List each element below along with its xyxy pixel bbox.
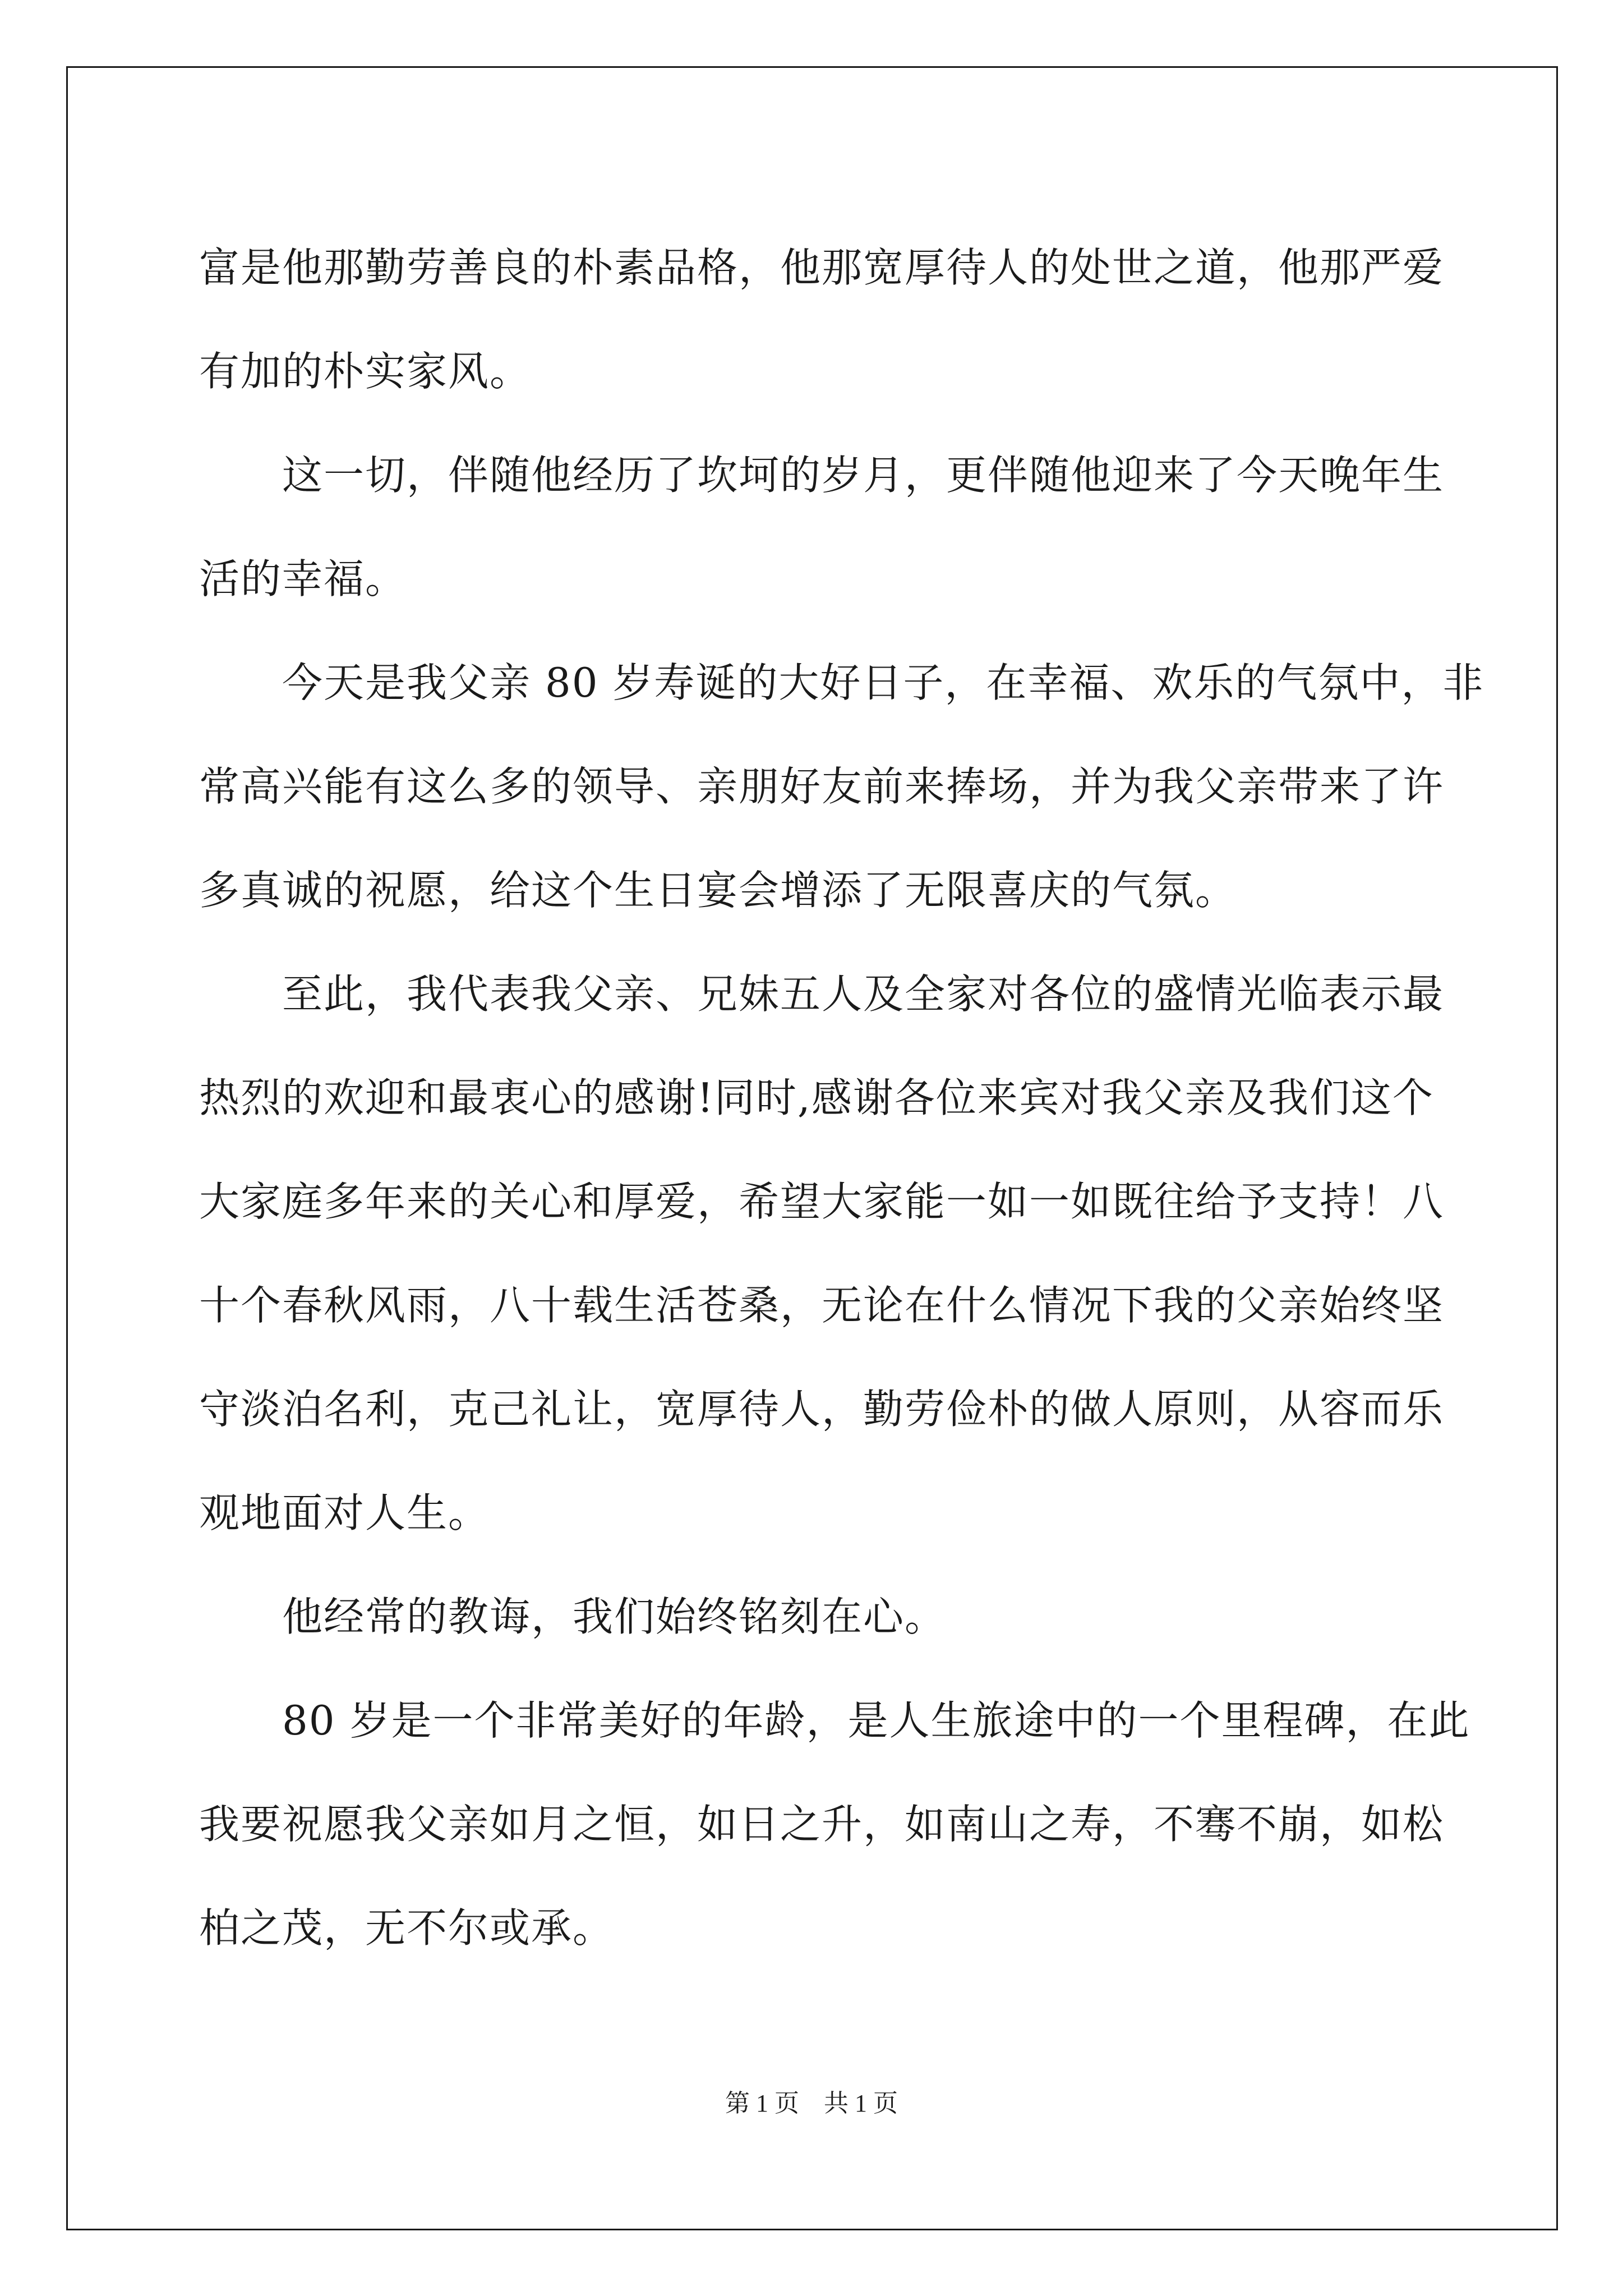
text-line: 这一切，伴随他经历了坎坷的岁月，更伴随他迎来了今天晚年生 xyxy=(199,452,1445,499)
text-line: 热烈的欢迎和最衷心的感谢!同时,感谢各位来宾对我父亲及我们这个 xyxy=(199,1074,1434,1121)
text-line: 观地面对人生。 xyxy=(199,1489,490,1536)
text-line: 多真诚的祝愿，给这个生日宴会增添了无限喜庆的气氛。 xyxy=(199,867,1237,914)
text-line: 富是他那勤劳善良的朴素品格，他那宽厚待人的处世之道，他那严爱 xyxy=(199,244,1445,291)
text-line: 十个春秋风雨，八十载生活苍桑，无论在什么情况下我的父亲始终坚 xyxy=(199,1282,1445,1329)
text-line: 有加的朴实家风。 xyxy=(199,348,532,395)
page-footer: 第 1 页 共 1 页 xyxy=(725,2090,898,2117)
text-line: 大家庭多年来的关心和厚爱，希望大家能一如一如既往给予支持！八 xyxy=(199,1178,1445,1225)
text-line: 活的幸福。 xyxy=(199,555,407,602)
text-line: 我要祝愿我父亲如月之恒，如日之升，如南山之寿，不骞不崩，如松 xyxy=(199,1801,1445,1848)
text-line: 至此，我代表我父亲、兄妹五人及全家对各位的盛情光临表示最 xyxy=(199,970,1445,1018)
text-line: 守淡泊名利，克己礼让，宽厚待人，勤劳俭朴的做人原则，从容而乐 xyxy=(199,1386,1445,1433)
document-body xyxy=(199,216,1484,1980)
text-line: 80 岁是一个非常美好的年龄，是人生旅途中的一个里程碑，在此 xyxy=(199,1697,1470,1744)
text-line: 他经常的教诲，我们始终铭刻在心。 xyxy=(199,1593,947,1640)
text-line: 常高兴能有这么多的领导、亲朋好友前来捧场，并为我父亲带来了许 xyxy=(199,763,1445,810)
text-line: 今天是我父亲 80 岁寿诞的大好日子，在幸福、欢乐的气氛中，非 xyxy=(199,659,1484,706)
text-line: 柏之茂，无不尔或承。 xyxy=(199,1904,615,1952)
